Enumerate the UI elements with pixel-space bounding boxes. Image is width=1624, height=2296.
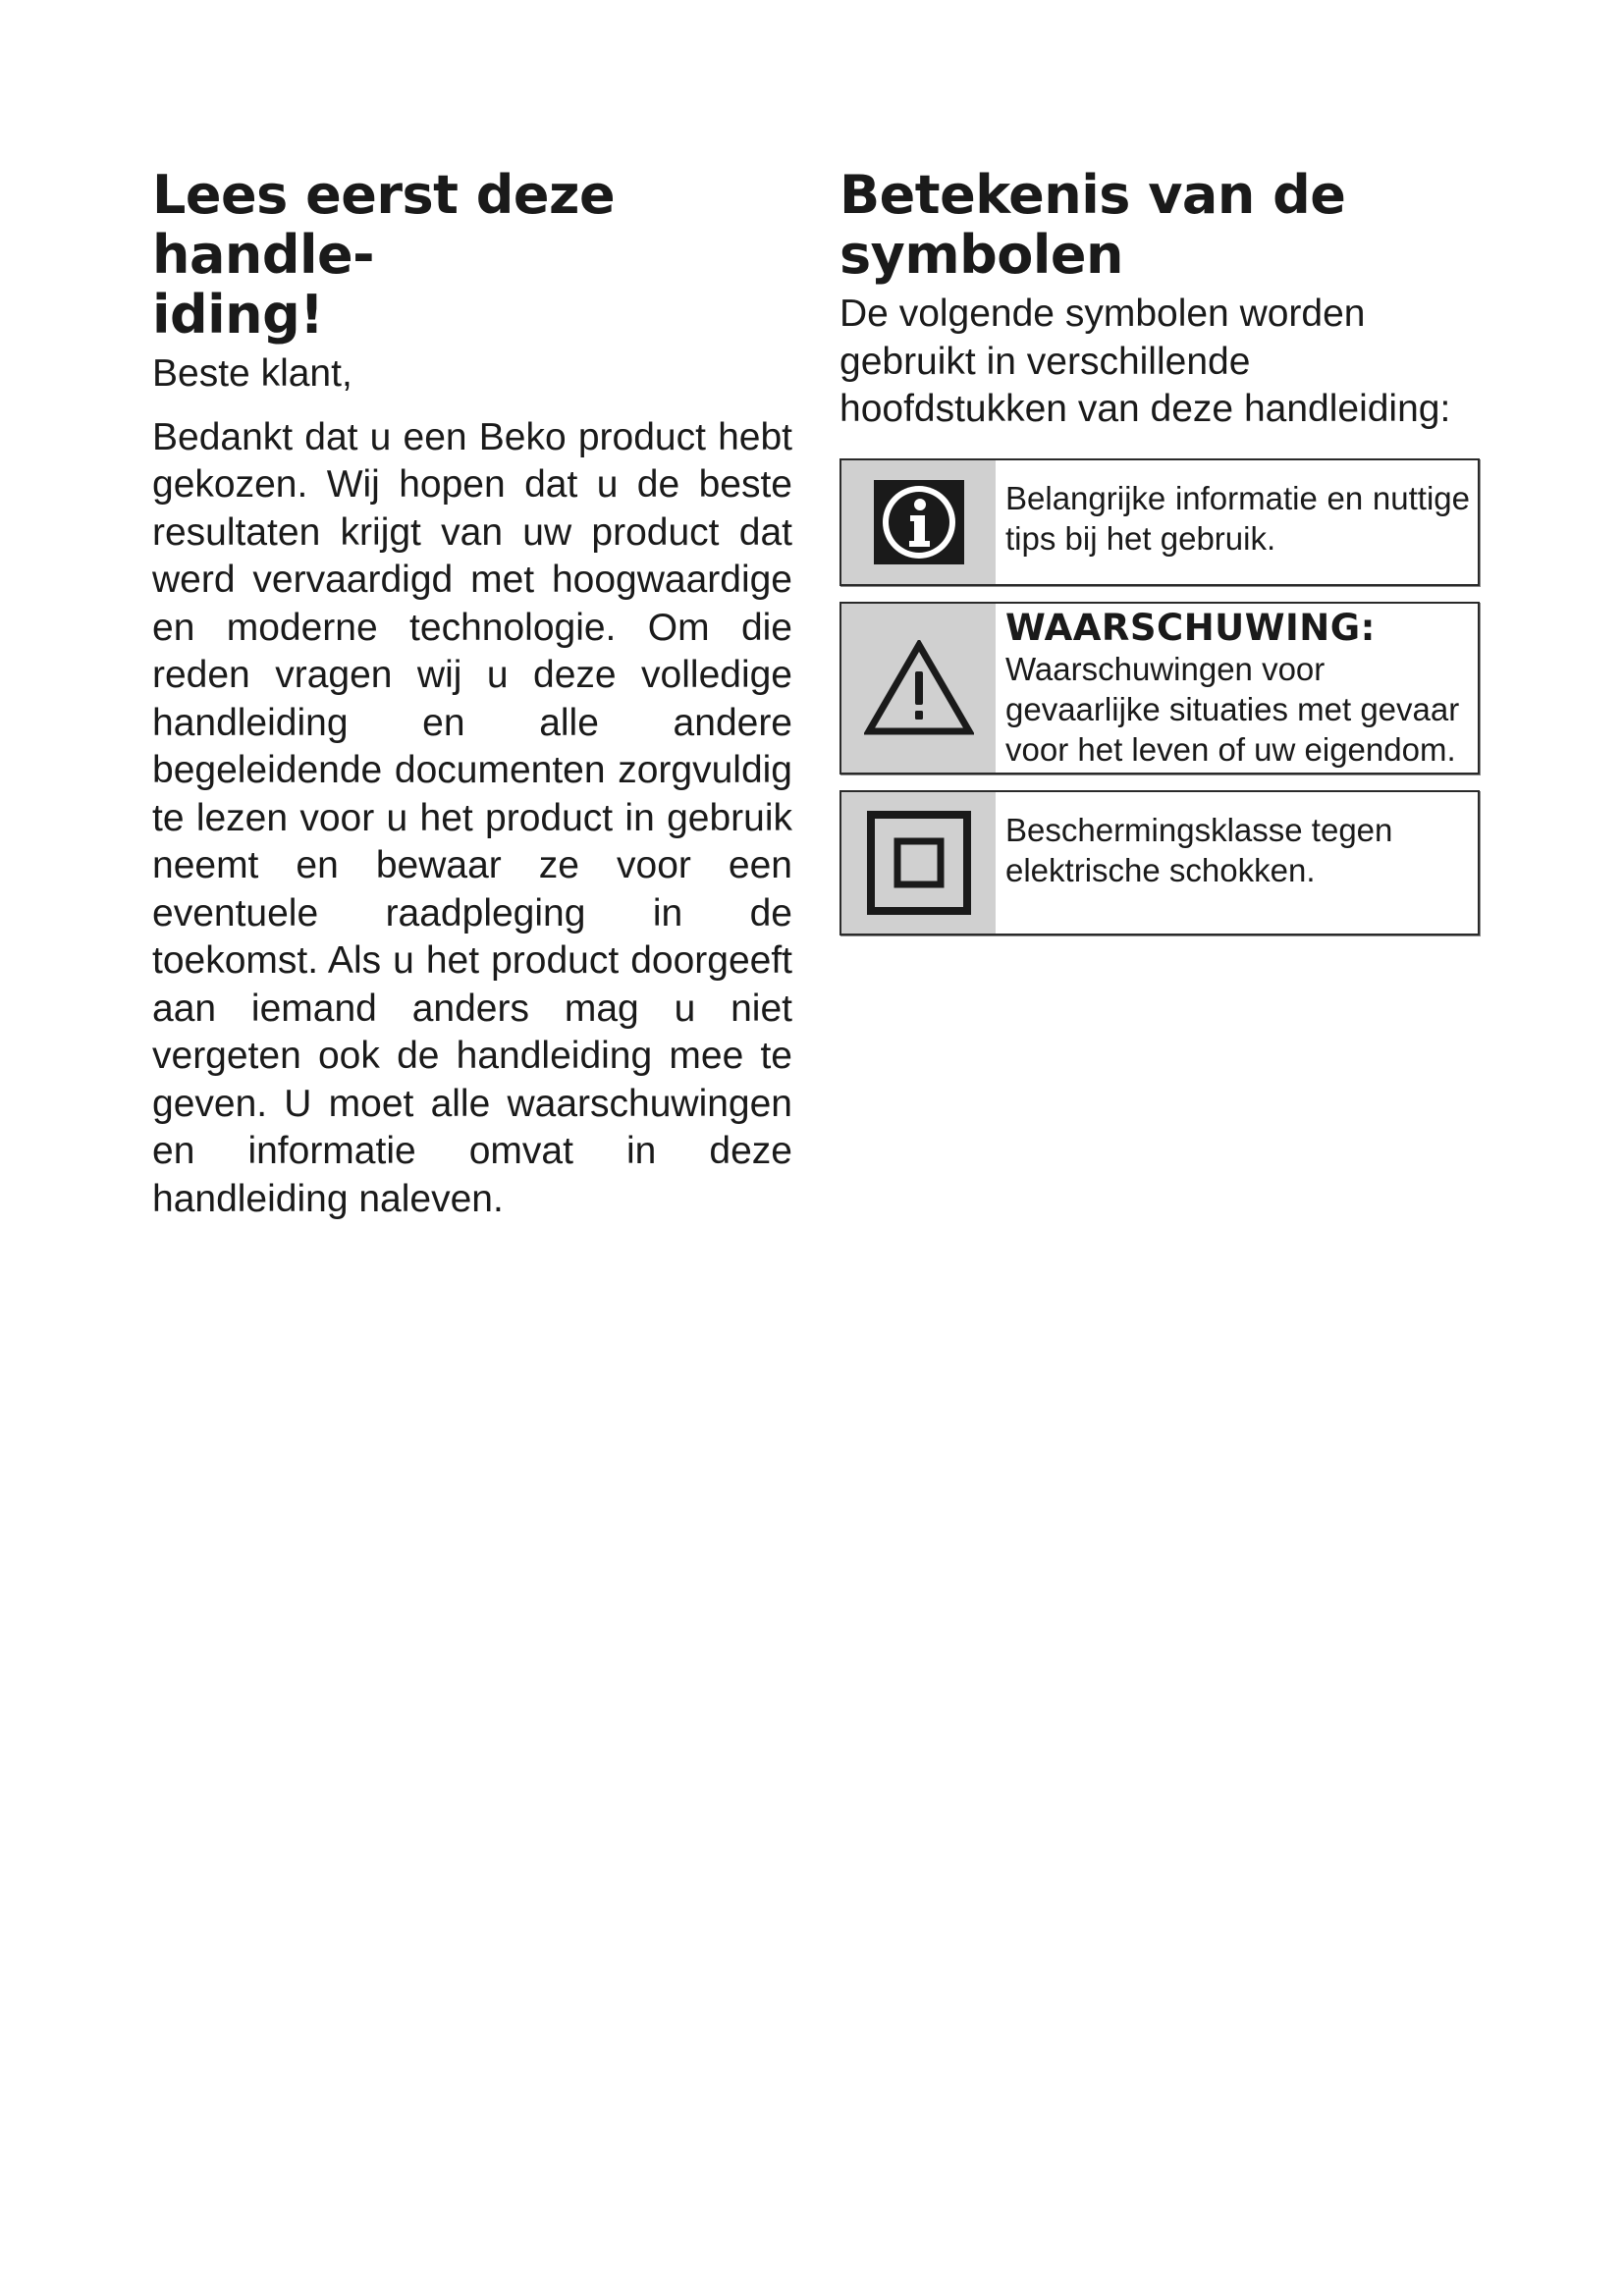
symbols-column — [839, 165, 1480, 951]
salutation: Beste klant, — [152, 352, 352, 395]
symbol-protection-text — [996, 792, 1478, 934]
symbol-info-box — [839, 458, 1480, 586]
symbol-icon-cell — [841, 604, 996, 773]
symbol-icon-cell — [841, 460, 996, 584]
symbol-info-description: Belangrijke informatie en nuttige tips bij het gebruik. — [1005, 479, 1470, 557]
symbol-warning-text — [996, 604, 1478, 773]
symbol-protection-box — [839, 790, 1480, 935]
symbol-info-text — [996, 460, 1478, 584]
symbol-protection-description: Beschermingsklasse tegen elektrische schokken. — [1005, 811, 1393, 888]
warning-triangle-icon — [864, 640, 974, 736]
intro-column — [152, 165, 792, 1223]
symbol-icon-cell — [841, 792, 996, 934]
double-insulation-icon — [866, 810, 972, 916]
intro-body: Bedankt dat u een Beko product hebt gekozen. Wij hopen dat u de beste resultaten krijgt van uw product dat werd vervaardigd met hoogwaardige en moderne technologie. Om die reden vragen wij u deze volledige handleiding en alle andere begeleidende documenten zorgvuldig te lezen voor u het product in gebruik neemt en bewaar ze voor een eventuele raadpleging in de toekomst. Als u het product doorgeeft aan iemand anders mag u niet vergeten ook de handleiding mee te geven. U moet alle waarschuwingen en informatie omvat in deze handleiding naleven. — [152, 415, 792, 1220]
symbol-warning-box — [839, 602, 1480, 774]
info-icon — [874, 480, 964, 564]
warning-title: WAARSCHUWING: — [1005, 606, 1376, 649]
symbols-heading: Betekenis van de symbolen — [839, 164, 1346, 286]
symbols-intro: De volgende symbolen worden gebruikt in verschillende hoofdstukken van deze handleiding: — [839, 293, 1451, 430]
intro-heading: Lees eerst deze handle- iding! — [152, 164, 616, 346]
symbol-warning-description: Waarschuwingen voor gevaarlijke situaties met gevaar voor het leven of uw eigendom. — [1005, 650, 1460, 768]
